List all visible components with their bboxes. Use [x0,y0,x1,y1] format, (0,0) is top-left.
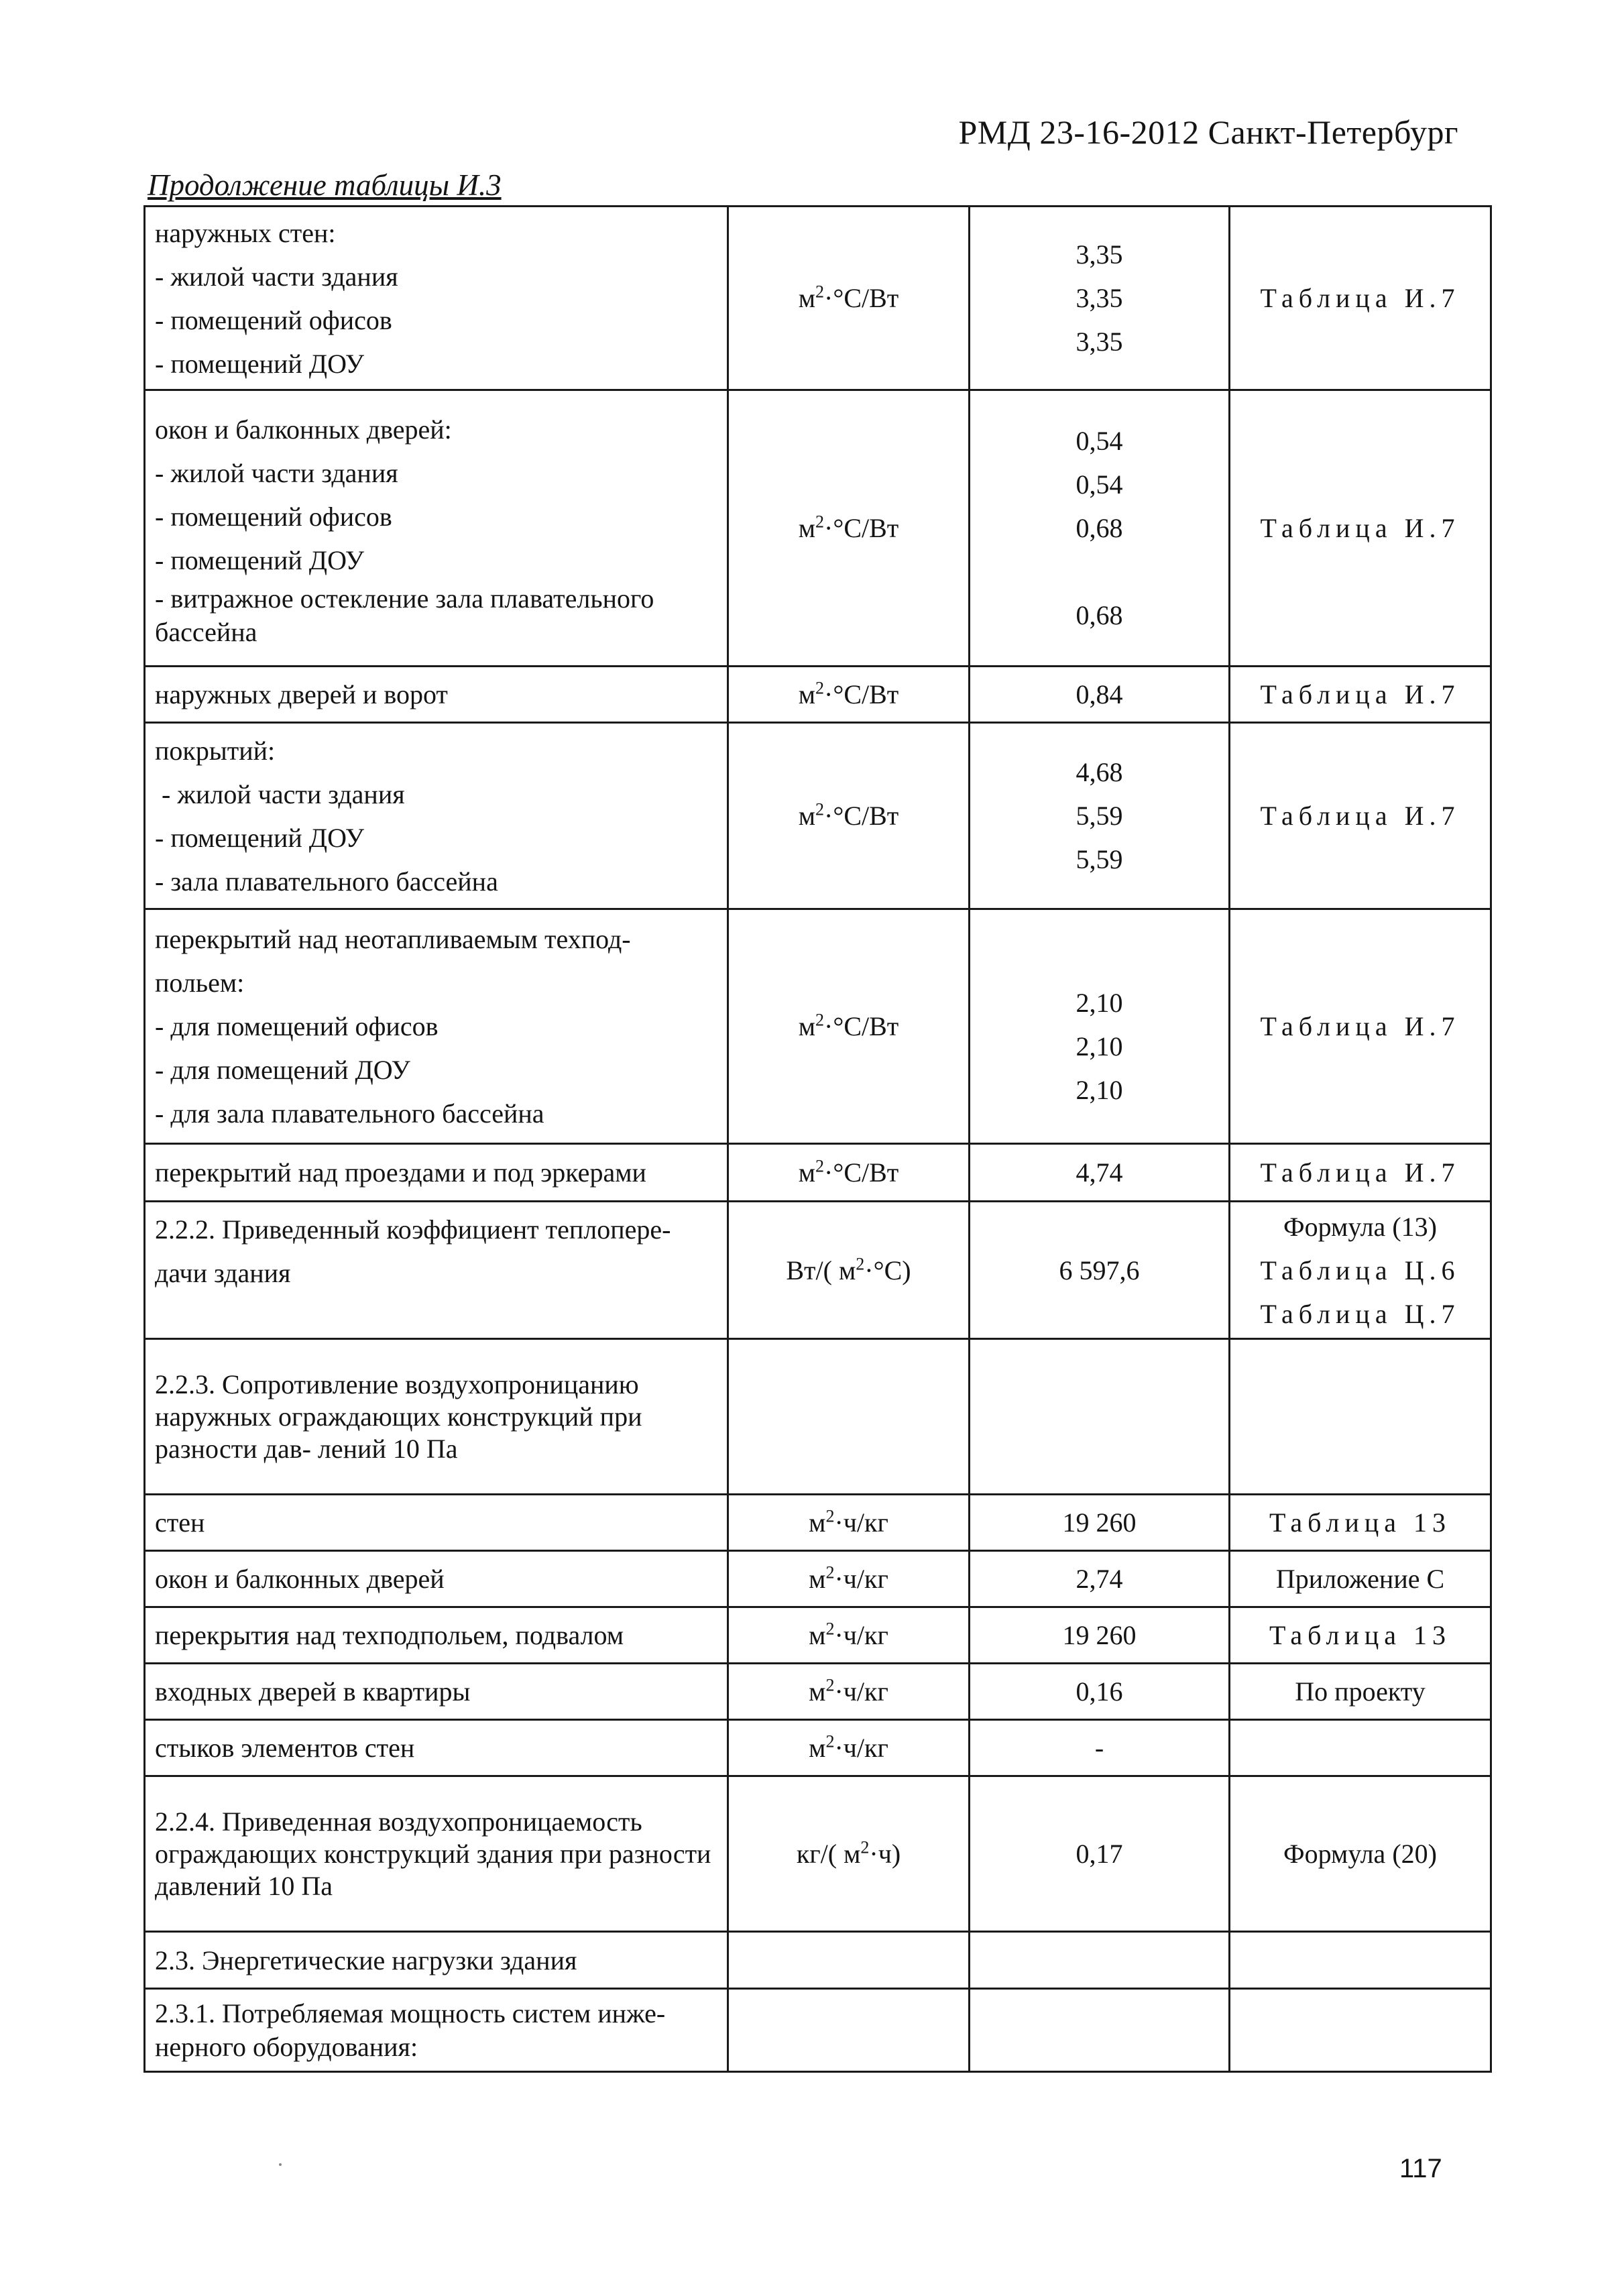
parameter-line: 2.3.1. Потребляемая мощность систем инже- [155,1998,666,2028]
unit-base: м [809,1676,826,1707]
unit-exponent: 2 [815,512,825,532]
value-cell [970,909,1230,1144]
source-line: По проекту [1295,1676,1426,1707]
parameter-cell [145,1989,728,2072]
table-row [145,723,1491,909]
value-line: 3,35 [1076,239,1123,270]
unit-cell [728,723,970,909]
value-line: 0,54 [1076,469,1123,500]
parameter-line: 2.2.4. Приведенная воздухопроницаемость ограждающих конструкций здания при разности давлений 10 Па [155,1806,711,1901]
source-line: Таблица 13 [1269,1620,1452,1650]
source-line: Таблица Ц.7 [1260,1298,1460,1329]
unit-base: м [798,283,816,313]
table-row [145,390,1491,667]
parameter-cell [145,1495,728,1551]
parameter-line: - для помещений ДОУ [155,1055,410,1085]
source-cell [1230,1720,1491,1776]
parameter-line: окон и балконных дверей [155,1564,445,1594]
parameter-line: покрытий: [155,735,276,766]
unit-cell [728,1664,970,1720]
source-line: Таблица И.7 [1260,679,1460,709]
parameter-line: 2.2.3. Сопротивление воздухопроницанию наружных ограждающих конструкций при разности дав- лений 10 Па [155,1369,642,1464]
unit-rest: ·ч/кг [834,1733,888,1763]
value-line: 0,84 [1076,679,1123,709]
parameter-line: перекрытия над техподпольем, подвалом [155,1620,624,1650]
source-cell [1230,723,1491,909]
parameter-line: 2.2.2. Приведенный коэффициент теплопере- [155,1214,671,1245]
unit-exponent: 2 [825,1619,835,1639]
parameter-line: - помещений офисов [155,501,392,532]
parameters-table [143,205,1492,2073]
parameter-line: - помещений офисов [155,304,392,335]
source-line: Таблица И.7 [1260,283,1460,313]
value-cell [970,1664,1230,1720]
table-row [145,909,1491,1144]
parameter-line: перекрытий над проездами и под эркерами [155,1157,646,1188]
parameter-cell [145,1607,728,1664]
parameter-line: стен [155,1507,205,1538]
source-cell [1230,909,1491,1144]
source-cell [1230,1932,1491,1989]
value-cell [970,723,1230,909]
unit-exponent: 2 [815,1010,825,1030]
value-line: 0,17 [1076,1839,1123,1869]
parameter-line: 2.3. Энергетические нагрузки здания [155,1945,577,1975]
unit-cell [728,1932,970,1989]
unit-rest: ·°С/Вт [824,1157,899,1188]
value-cell [970,1607,1230,1664]
table-row [145,1932,1491,1989]
value-cell [970,1932,1230,1989]
parameter-cell [145,1776,728,1932]
parameter-cell [145,1664,728,1720]
table-row [145,1607,1491,1664]
source-line: Таблица Ц.6 [1260,1255,1460,1285]
document-header: РМД 23-16-2012 Санкт-Петербург [958,113,1458,151]
unit-cell [728,1339,970,1495]
unit-exponent: 2 [815,799,825,819]
value-cell [970,1720,1230,1776]
parameter-line: окон и балконных дверей: [155,414,452,445]
unit-exponent: 2 [815,1156,825,1176]
parameter-line: - для помещений офисов [155,1011,439,1041]
unit-cell [728,1776,970,1932]
source-cell [1230,1144,1491,1202]
parameter-cell [145,1932,728,1989]
page-number: 117 [1399,2154,1442,2183]
source-line: Таблица И.7 [1260,801,1460,831]
unit-exponent: 2 [825,1675,835,1695]
unit-base: м [798,801,816,831]
unit-cell [728,667,970,723]
unit-rest: ·ч/кг [834,1676,888,1707]
value-line: 2,10 [1076,1031,1123,1061]
value-line: 0,16 [1076,1676,1123,1707]
source-cell [1230,1776,1491,1932]
parameter-line: стыков элементов стен [155,1733,415,1763]
unit-cell [728,207,970,390]
source-cell [1230,667,1491,723]
table-row [145,1202,1491,1339]
unit-base: м [809,1507,826,1538]
unit-cell [728,1720,970,1776]
unit-rest: ·°С/Вт [824,1011,899,1041]
source-cell [1230,207,1491,390]
parameter-line: польем: [155,968,245,998]
source-cell [1230,1551,1491,1607]
value-line: 4,68 [1076,757,1123,787]
value-line: 5,59 [1076,801,1123,831]
source-line: Таблица 13 [1269,1507,1452,1538]
unit-base: м [809,1733,826,1763]
table-row [145,1339,1491,1495]
source-line: Таблица И.7 [1260,513,1460,543]
source-cell [1230,1202,1491,1339]
value-line: 5,59 [1076,844,1123,874]
unit-cell [728,909,970,1144]
unit-cell [728,1989,970,2072]
parameter-line: перекрытий над неотапливаемым техпод- [155,924,631,954]
parameter-line: - жилой части здания [155,457,398,488]
parameter-line: - жилой части здания [155,261,398,292]
parameter-cell [145,1144,728,1202]
table-row [145,1495,1491,1551]
parameter-line: входных дверей в квартиры [155,1676,471,1707]
parameter-cell [145,1720,728,1776]
unit-cell [728,1607,970,1664]
parameter-line: - витражное остекление зала плавательного бассейна [155,583,654,647]
value-cell [970,1989,1230,2072]
unit-exponent: 2 [856,1254,865,1274]
unit-base: м [798,1157,816,1188]
parameter-line: наружных дверей и ворот [155,679,448,709]
scan-artifact [279,2163,282,2166]
unit-exponent: 2 [860,1837,870,1857]
unit-cell [728,1144,970,1202]
unit-rest: ·ч/кг [834,1507,888,1538]
parameter-cell [145,909,728,1144]
unit-base: м [798,679,816,709]
table-row [145,1664,1491,1720]
parameter-cell [145,1202,728,1339]
source-line: Формула (20) [1283,1839,1437,1869]
value-line: 2,10 [1076,1075,1123,1105]
value-line: 19 260 [1062,1507,1137,1538]
unit-cell [728,1551,970,1607]
value-line: - [1094,1733,1104,1763]
unit-cell [728,390,970,667]
table-row [145,1720,1491,1776]
unit-rest: ·°С) [864,1255,911,1285]
value-cell [970,1202,1230,1339]
value-cell [970,1495,1230,1551]
unit-cell [728,1202,970,1339]
value-cell [970,390,1230,667]
table-row [145,667,1491,723]
parameter-line: дачи здания [155,1258,291,1288]
unit-base: м [798,513,816,543]
value-line: 0,68 [1076,513,1123,543]
unit-base: м [809,1564,826,1594]
value-line: 0,54 [1076,426,1123,456]
value-cell [970,207,1230,390]
unit-rest: ·ч/кг [834,1564,888,1594]
unit-cell [728,1495,970,1551]
value-line: 3,35 [1076,327,1123,357]
value-line: 6 597,6 [1059,1255,1140,1285]
value-cell [970,1776,1230,1932]
source-line: Таблица И.7 [1260,1011,1460,1041]
table-caption: Продолжение таблицы И.3 [148,168,502,202]
unit-rest: ·ч/кг [834,1620,888,1650]
parameter-cell [145,723,728,909]
unit-exponent: 2 [825,1562,835,1583]
unit-base: кг/( м [796,1839,861,1869]
value-cell [970,1551,1230,1607]
source-line: Приложение С [1275,1564,1445,1594]
parameter-cell [145,1339,728,1495]
source-cell [1230,1664,1491,1720]
value-line: 3,35 [1076,283,1123,313]
unit-exponent: 2 [815,282,825,302]
unit-exponent: 2 [825,1506,835,1526]
source-cell [1230,1989,1491,2072]
unit-exponent: 2 [825,1731,835,1752]
table-row [145,1989,1491,2072]
value-cell [970,667,1230,723]
value-line: 2,74 [1076,1564,1123,1594]
parameter-line: - помещений ДОУ [155,544,365,575]
table-row [145,207,1491,390]
value-line: 0,68 [1076,600,1123,630]
parameter-line: наружных стен: [155,217,336,248]
parameter-line: - зала плавательного бассейна [155,866,498,897]
source-line: Таблица И.7 [1260,1157,1460,1188]
parameter-line: - для зала плавательного бассейна [155,1098,544,1129]
parameter-cell [145,1551,728,1607]
source-line: Формула (13) [1283,1211,1437,1242]
table-row [145,1776,1491,1932]
value-line: 4,74 [1076,1157,1123,1188]
source-cell [1230,1607,1491,1664]
value-line: 2,10 [1076,988,1123,1018]
unit-rest: ·°С/Вт [824,801,899,831]
table-row [145,1144,1491,1202]
value-cell [970,1144,1230,1202]
source-cell [1230,1339,1491,1495]
unit-rest: ·ч) [869,1839,901,1869]
unit-base: Вт/( м [786,1255,856,1285]
source-cell [1230,390,1491,667]
table-row [145,1551,1491,1607]
unit-base: м [798,1011,816,1041]
unit-exponent: 2 [815,678,825,698]
parameter-line: - помещений ДОУ [155,822,365,853]
unit-rest: ·°С/Вт [824,679,899,709]
unit-rest: ·°С/Вт [824,283,899,313]
value-line: 19 260 [1062,1620,1137,1650]
source-cell [1230,1495,1491,1551]
parameter-cell [145,390,728,667]
parameter-line: - помещений ДОУ [155,348,365,379]
value-cell [970,1339,1230,1495]
parameter-line: - жилой части здания [155,779,405,809]
unit-base: м [809,1620,826,1650]
unit-rest: ·°С/Вт [824,513,899,543]
parameter-line: нерного оборудования: [155,2031,418,2062]
parameter-cell [145,667,728,723]
parameter-cell [145,207,728,390]
